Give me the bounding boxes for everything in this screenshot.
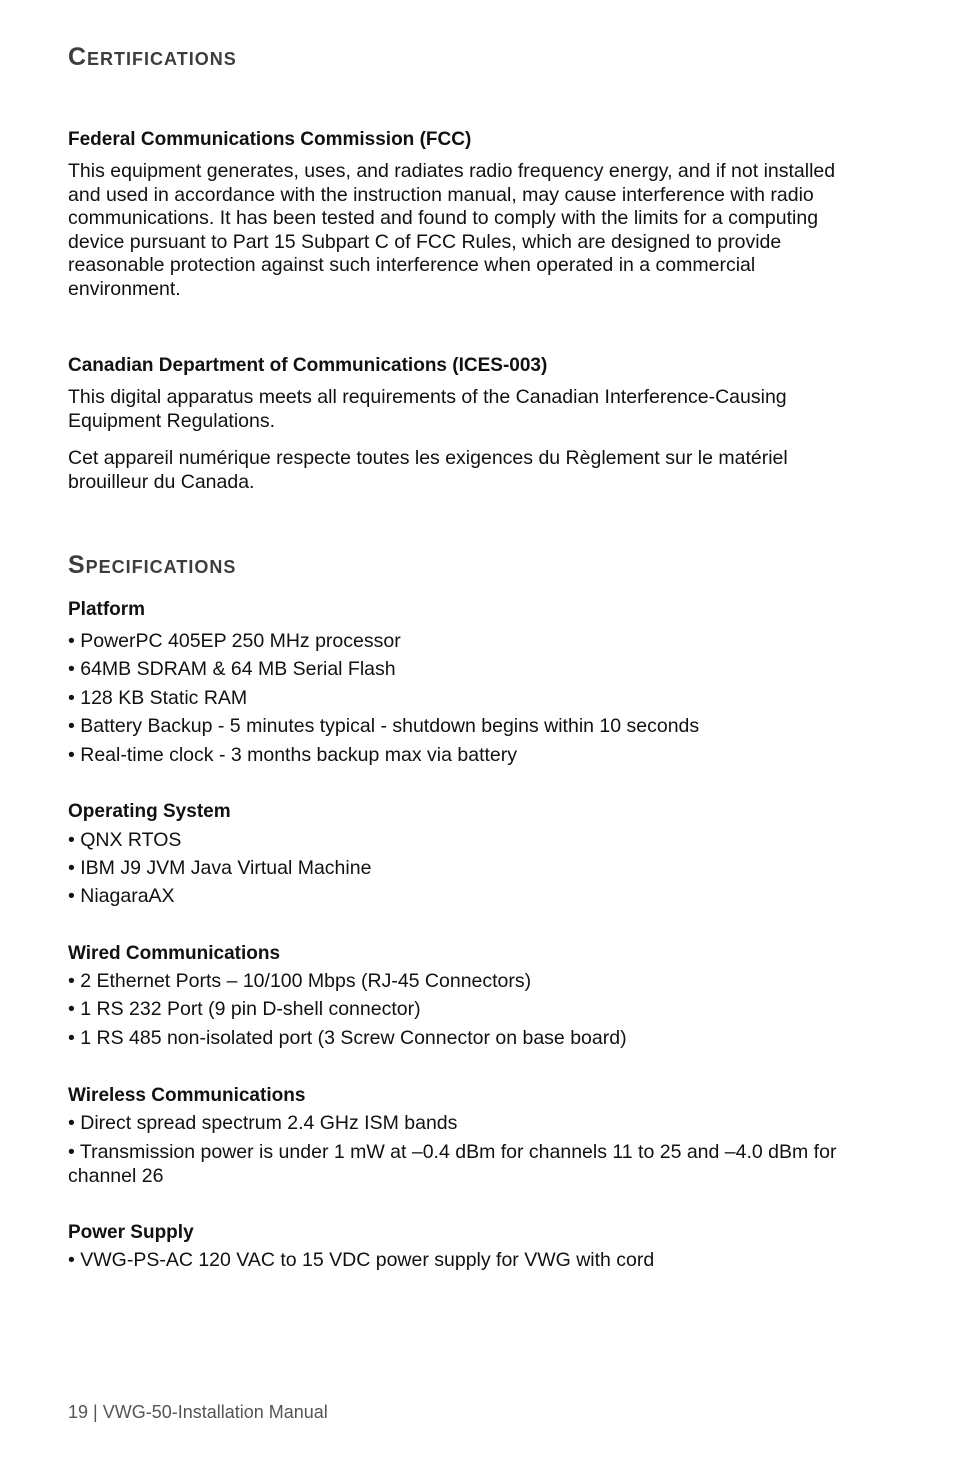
fcc-line: and used in accordance with the instruction manual, may cause interference with radio xyxy=(68,183,814,206)
wireless-list xyxy=(68,1112,884,1141)
platform-heading: Platform xyxy=(68,599,146,620)
wired-list xyxy=(68,970,884,1050)
fcc-heading: Federal Communications Commission (FCC) xyxy=(68,129,472,150)
list-item: • Direct spread spectrum 2.4 GHz ISM bands xyxy=(68,1112,458,1134)
list-item: • IBM J9 JVM Java Virtual Machine xyxy=(68,856,372,879)
wireless-line: channel 26 xyxy=(68,1164,164,1187)
ices-line: This digital apparatus meets all requirements of the Canadian Interference-Causing xyxy=(68,386,787,408)
list-item: • PowerPC 405EP 250 MHz processor xyxy=(68,630,401,652)
power-list xyxy=(68,1249,884,1273)
list-item: • Real-time clock - 3 months backup max via battery xyxy=(68,743,517,766)
power-heading: Power Supply xyxy=(68,1222,194,1243)
platform-list xyxy=(68,630,884,767)
ices-heading: Canadian Department of Communications (ICES-003) xyxy=(68,355,548,376)
specifications-title: Specifications xyxy=(68,551,237,579)
certifications-title: Certifications xyxy=(68,43,237,71)
list-item: • 1 RS 485 non-isolated port (3 Screw Connector on base board) xyxy=(68,1026,627,1049)
list-item: • 64MB SDRAM & 64 MB Serial Flash xyxy=(68,658,396,681)
ices-line: Equipment Regulations. xyxy=(68,409,276,432)
os-list xyxy=(68,829,884,909)
fcc-paragraph xyxy=(68,160,884,302)
list-item: • VWG-PS-AC 120 VAC to 15 VDC power supply for VWG with cord xyxy=(68,1249,655,1271)
list-item: • 2 Ethernet Ports – 10/100 Mbps (RJ-45 Connectors) xyxy=(68,970,532,992)
fcc-line: device pursuant to Part 15 Subpart C of FCC Rules, which are designed to provide xyxy=(68,230,782,253)
list-item: • 128 KB Static RAM xyxy=(68,686,248,709)
list-item: • NiagaraAX xyxy=(68,884,175,907)
fcc-line: reasonable protection against such interference when operated in a commercial xyxy=(68,254,756,277)
wireless-heading: Wireless Communications xyxy=(68,1085,306,1106)
ices-line: Cet appareil numérique respecte toutes les exigences du Règlement sur le matériel xyxy=(68,447,788,469)
fcc-line: This equipment generates, uses, and radiates radio frequency energy, and if not installed xyxy=(68,160,836,182)
manual-page xyxy=(68,0,884,1475)
list-item: • Battery Backup - 5 minutes typical - shutdown begins within 10 seconds xyxy=(68,715,700,738)
fcc-line: environment. xyxy=(68,277,181,300)
ices-line: brouilleur du Canada. xyxy=(68,470,255,493)
wireless-item-multiline xyxy=(68,1141,884,1188)
os-heading: Operating System xyxy=(68,801,231,822)
list-item: • QNX RTOS xyxy=(68,829,182,851)
wireless-line: • Transmission power is under 1 mW at –0.4 dBm for channels 11 to 25 and –4.0 dBm for xyxy=(68,1141,837,1163)
ices-paragraph-fr xyxy=(68,447,884,494)
list-item: • 1 RS 232 Port (9 pin D-shell connector) xyxy=(68,998,421,1021)
page-footer: 19 | VWG-50-Installation Manual xyxy=(68,1402,328,1422)
fcc-line: communications. It has been tested and found to comply with the limits for a computing xyxy=(68,207,819,230)
wired-heading: Wired Communications xyxy=(68,943,281,964)
ices-paragraph-en xyxy=(68,386,884,433)
